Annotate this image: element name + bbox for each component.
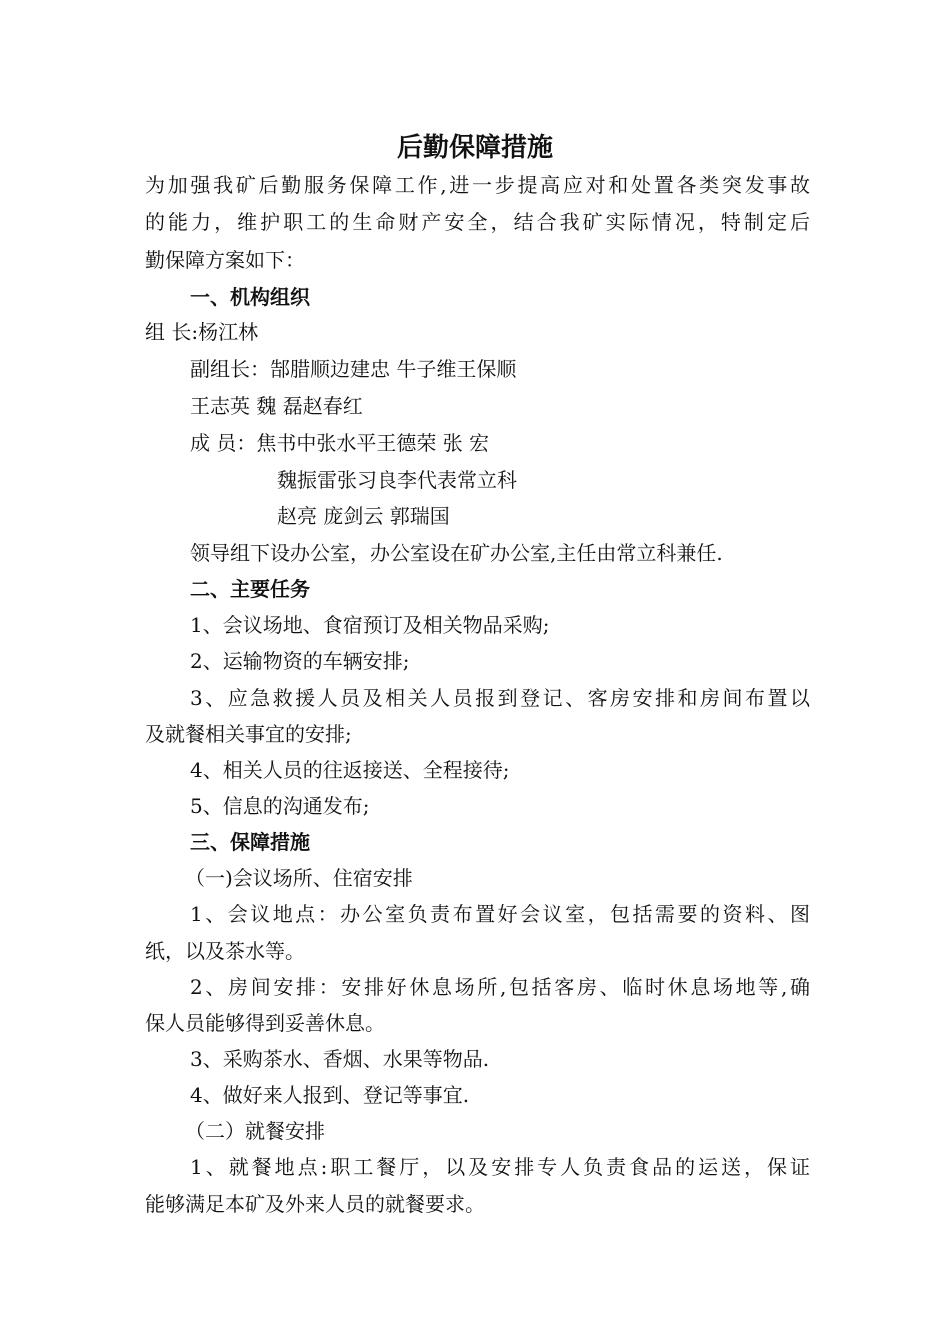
task-item-4: 4、相关人员的往返接送、全程接待;: [190, 758, 510, 782]
subheading-dining: （二）就餐安排: [185, 1119, 325, 1143]
venue-item-1-line-2: 纸，以及茶水等。: [145, 939, 305, 963]
venue-item-1-line-1: 1、会议地点：办公室负责布置好会议室，包括需要的资料、图: [190, 902, 810, 926]
leader-line: 组 长:杨江林: [145, 320, 259, 344]
subheading-venue-lodging: （一)会议场所、住宿安排: [185, 866, 413, 890]
dining-item-1-line-2: 能够满足本矿及外来人员的就餐要求。: [145, 1192, 485, 1216]
task-item-3-line-1: 3、应急救援人员及相关人员报到登记、客房安排和房间布置以: [190, 686, 810, 710]
section-heading-tasks: 二、主要任务: [190, 577, 310, 601]
task-item-1: 1、会议场地、食宿预订及相关物品采购;: [190, 613, 550, 637]
members-line-1: 成 员：焦书中张水平王德荣 张 宏: [190, 431, 490, 455]
office-line: 领导组下设办公室，办公室设在矿办公室,主任由常立科兼任.: [190, 541, 723, 565]
section-heading-organization: 一、机构组织: [190, 285, 310, 309]
intro-line-3: 勤保障方案如下：: [145, 248, 305, 272]
task-item-2: 2、运输物资的车辆安排;: [190, 649, 410, 673]
venue-item-2-line-2: 保人员能够得到妥善休息。: [145, 1011, 385, 1035]
members-line-2: 魏振雷张习良李代表常立科: [277, 468, 517, 492]
section-heading-measures: 三、保障措施: [190, 830, 310, 854]
intro-line-2: 的能力，维护职工的生命财产安全，结合我矿实际情况，特制定后: [145, 210, 810, 234]
venue-item-4: 4、做好来人报到、登记等事宜.: [190, 1083, 470, 1107]
intro-line-1: 为加强我矿后勤服务保障工作,进一步提高应对和处置各类突发事故: [145, 173, 810, 197]
members-line-3: 赵亮 庞剑云 郭瑞国: [277, 504, 450, 528]
document-title: 后勤保障措施: [396, 133, 553, 163]
task-item-5: 5、信息的沟通发布;: [190, 794, 370, 818]
task-item-3-line-2: 及就餐相关事宜的安排;: [145, 722, 352, 746]
dining-item-1-line-1: 1、就餐地点:职工餐厅，以及安排专人负责食品的运送，保证: [190, 1155, 810, 1179]
deputy-line-1: 副组长：郜腊顺边建忠 牛子维王保顺: [190, 357, 517, 381]
deputy-line-2: 王志英 魏 磊赵春红: [190, 394, 363, 418]
venue-item-2-line-1: 2、房间安排：安排好休息场所,包括客房、临时休息场地等,确: [190, 975, 810, 999]
venue-item-3: 3、采购茶水、香烟、水果等物品.: [190, 1047, 490, 1071]
